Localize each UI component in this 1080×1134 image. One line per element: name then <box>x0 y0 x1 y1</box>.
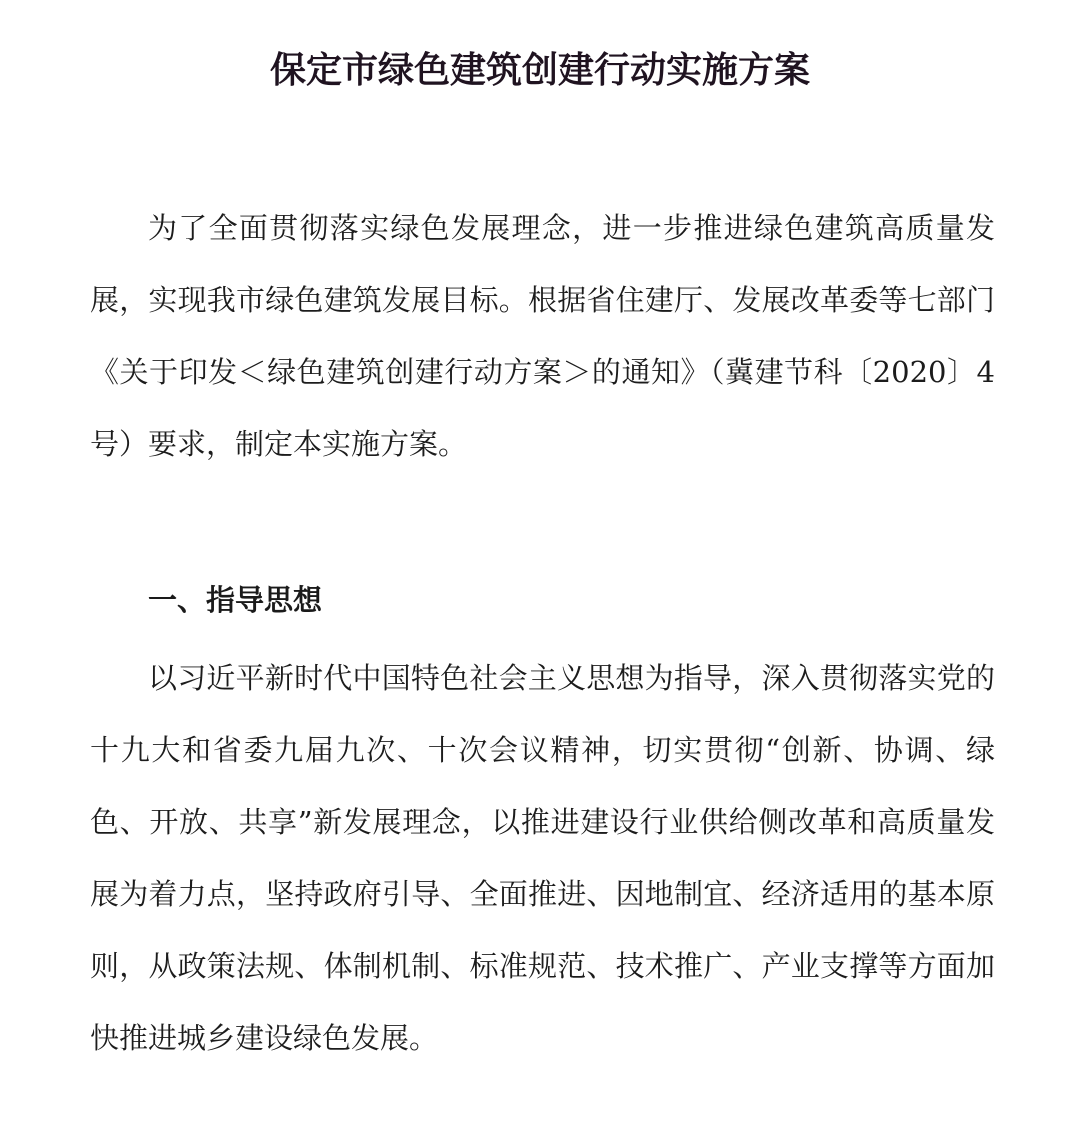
document-title: 保定市绿色建筑创建行动实施方案 <box>269 49 810 91</box>
section-heading-guiding-ideology: 一、指导思想 <box>148 583 323 617</box>
section-paragraph-guiding-ideology: 以习近平新时代中国特色社会主义思想为指导，深入贯彻落实党的十九大和省委九届九次、十次会议精神，切实贯彻“创新、协调、绿色、开放、共享”新发展理念，以推进建设行业供给侧改革和高质量发展为着力点，坚持政府引导、全面推进、因地制宜、经济适用的基本原则，从政策法规、体制机制、标准规范、技术推广、产业支撑等方面加快推进城乡建设绿色发展。 <box>90 661 995 1055</box>
intro-paragraph: 为了全面贯彻落实绿色发展理念，进一步推进绿色建筑高质量发展，实现我市绿色建筑发展目标。根据省住建厅、发展改革委等七部门《关于印发＜绿色建筑创建行动方案＞的通知》（冀建节科〔2020〕4号）要求，制定本实施方案。 <box>90 211 995 461</box>
